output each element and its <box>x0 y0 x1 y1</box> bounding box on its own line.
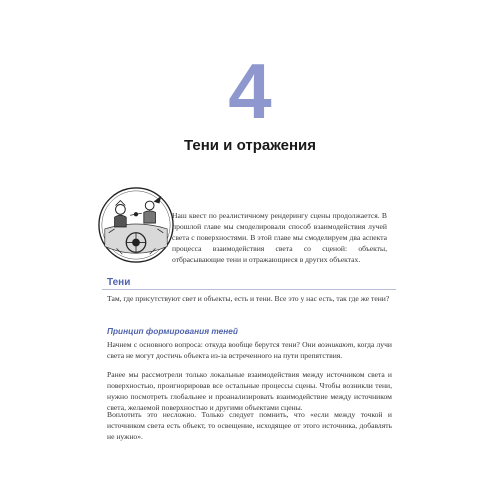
section-divider <box>102 289 396 290</box>
paragraph-1-text-end: , когда лучи света не могут достичь объекта из-за встреченного на пути препятствия. <box>107 340 392 360</box>
chapter-emblem-illustration <box>97 186 175 264</box>
paragraph-1-text-start: Начнем с основного вопроса: откуда вообще берутся тени? Они <box>107 340 318 349</box>
chapter-number: 4 <box>228 47 272 135</box>
section-lead-paragraph: Там, где присутствуют свет и объекты, есть и тени. Все это у нас есть, так где же тени? <box>107 294 390 303</box>
paragraph-1-emphasis: возникают <box>317 340 354 349</box>
section-heading: Тени <box>107 277 131 288</box>
subsection-heading: Принцип формирования теней <box>107 326 238 336</box>
paragraph-1 <box>107 339 392 361</box>
chapter-title: Тени и отражения <box>183 137 317 154</box>
paragraph-3: Воплотить это несложно. Только следует помнить, что «если между точкой и источником света есть объект, то освещение, исходящее от этого источника, добавлять не нужно». <box>107 410 392 441</box>
paragraph-2: Ранее мы рассмотрели только локальные взаимодействия между источником света и поверхностью, проигнорировав все остальные процессы сцены. Чтобы возникли тени, нужно посмотреть глобальнее и проанализировать взаимодействие между источником света, желаемой поверхностью и другими объектами сцены. <box>107 370 392 412</box>
chapter-intro: Наш квест по реалистичному рендерингу сцены продолжается. В прошлой главе мы смоделировали способ взаимодействия лучей света с поверхностями. В этой главе мы смоделируем два аспекта процесса взаимодействия света со сценой: объекты, отбрасывающие тени и отражающиеся в других объектах. <box>172 211 387 264</box>
